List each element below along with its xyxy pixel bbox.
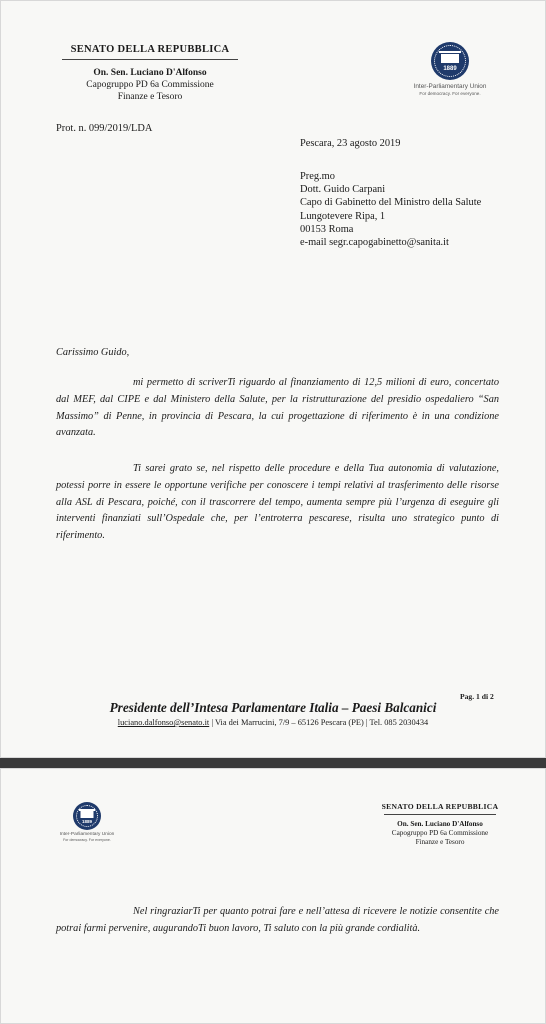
senate-underline (62, 59, 238, 60)
ipu-logo-page2 (52, 802, 122, 842)
senate-letterhead-page2 (370, 802, 510, 847)
recipient-name: Dott. Guido Carpani (300, 184, 386, 196)
recipient-block (300, 170, 530, 249)
senator-role-line1: Capogruppo PD 6a Commissione (86, 80, 214, 90)
ipu-tagline: For democracy. For everyone. (63, 838, 111, 842)
ipu-tagline: For democracy. For everyone. (419, 91, 481, 96)
footer-email-link[interactable]: luciano.dalfonso@senato.it (117, 718, 210, 727)
senator-name: On. Sen. Luciano D'Alfonso (93, 68, 207, 78)
recipient-email: e-mail segr.capogabinetto@sanita.it (300, 237, 449, 249)
senator-role-line2: Finanze e Tesoro (415, 838, 465, 846)
senate-name: SENATO DELLA REPUBBLICA (70, 44, 230, 55)
ipu-year: 1889 (81, 819, 92, 824)
ipu-emblem-icon (431, 42, 469, 80)
ipu-emblem-icon (73, 802, 101, 830)
recipient-city: 00153 Roma (300, 223, 354, 235)
senator-name: On. Sen. Luciano D'Alfonso (397, 820, 483, 828)
senate-underline (384, 814, 496, 815)
ipu-year: 1889 (443, 66, 457, 72)
page-number: Pag. 1 di 2 (460, 692, 494, 701)
letter-paragraph-1: mi permetto di scriverTi riguardo al finanziamento di 12,5 milioni di euro, concertato dal MEF, dal CIPE e dal Ministero della Salute, per la ristrutturazione del presidio ospedaliero “San Massimo” di Penne, in provincia di Pescara, la cui progettazione di riferimento è in una condizione avanzata. (56, 377, 499, 439)
recipient-street: Lungotevere Ripa, 1 (300, 210, 386, 222)
footer-title: Presidente dell’Intesa Parlamentare Italia – Paesi Balcanici (109, 700, 437, 715)
senator-role-line2: Finanze e Tesoro (117, 92, 183, 102)
ipu-name: Inter-Parliamentary Union (413, 83, 487, 90)
senate-letterhead (40, 44, 260, 103)
ipu-logo (404, 42, 496, 96)
letter-footer (60, 700, 486, 727)
recipient-salutation: Preg.mo (300, 171, 335, 182)
date-place: Pescara, 23 agosto 2019 (300, 138, 401, 149)
protocol-number: Prot. n. 099/2019/LDA (56, 123, 153, 134)
page2-paragraph: Nel ringraziarTi per quanto potrai fare e nell’attesa di ricevere le notizie consentite che potrai farmi pervenire, augurandoTi buon lavoro, Ti saluto con la più grande cordialità. (56, 906, 499, 934)
letter-page-2 (0, 768, 546, 1024)
ipu-name: Inter-Parliamentary Union (59, 832, 115, 837)
letter-paragraph-2: Ti sarei grato se, nel rispetto delle procedure e della Tua autonomia di valutazione, potessi porre in essere le opportune verifiche per conoscere i tempi relativi al trasferimento delle risorse alla ASL di Pescara, poiché, con il trascorrere del tempo, aumenta sempre più l’urgenza di eseguire gli interventi finanziati sull’Ospedale che, per l’entroterra pescarese, risulta uno strategico punto di riferimento. (56, 463, 499, 542)
footer-contact: | Via dei Marrucini, 7/9 – 65126 Pescara (PE) | Tel. 085 2030434 (209, 718, 429, 727)
senator-role-line1: Capogruppo PD 6a Commissione (391, 829, 489, 837)
senate-name: SENATO DELLA REPUBBLICA (381, 802, 499, 811)
letter-greeting: Carissimo Guido, (56, 347, 130, 358)
recipient-title: Capo di Gabinetto del Ministro della Salute (300, 197, 482, 209)
